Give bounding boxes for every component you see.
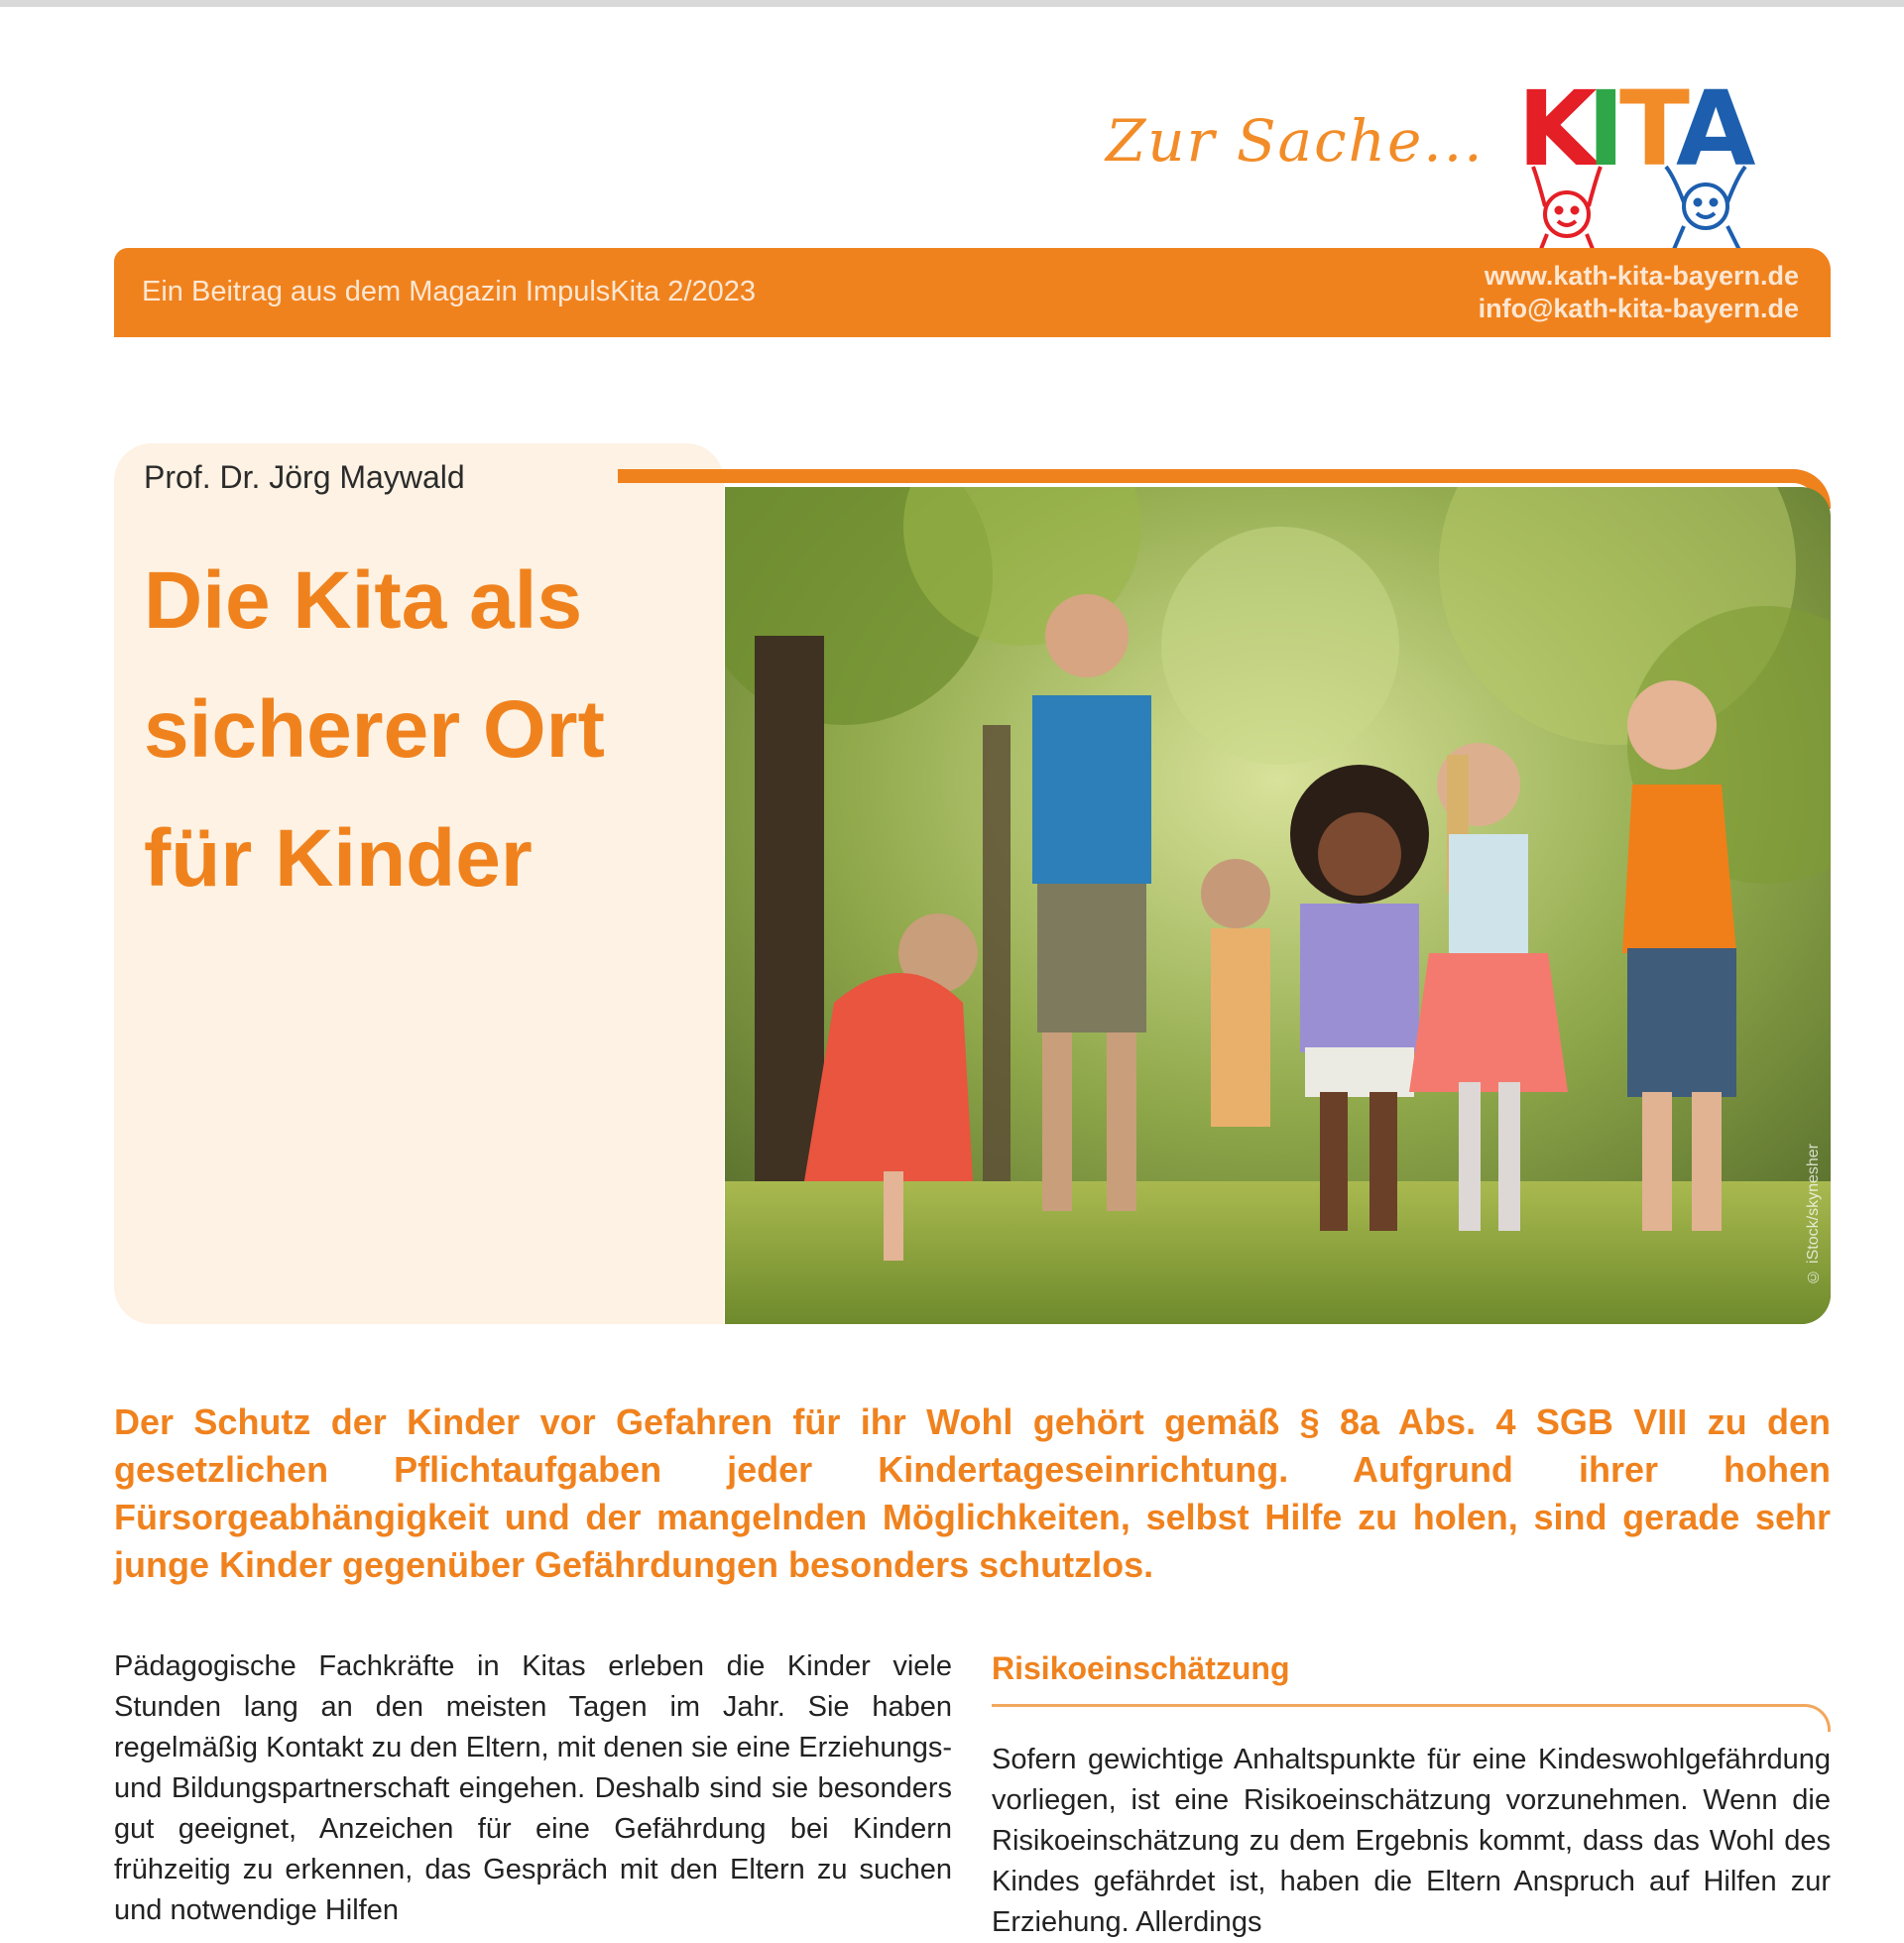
kita-logo-letter-i: I [1587, 68, 1625, 189]
body-column-right-text: Sofern gewichtige Anhaltspunkte für eine Kindeswohlgefährdung vorliegen, ist eine Risikoeinschätzung vorzunehmen. Wenn die Risikoeinschätzung zu dem Ergebnis kommt, dass das Wohl des Kindes gefährdet ist, haben die Eltern Anspruch auf Hilfen zur Erziehung. Allerdings [992, 1744, 1831, 1938]
top-rule [0, 0, 1904, 7]
body-column-left: Pädagogische Fachkräfte in Kitas erleben die Kinder viele Stunden lang an den meisten Tagen im Jahr. Sie haben regelmäßig Kontakt zu den Eltern, mit denen sie eine Erziehungs- und Bildungspartnerschaft eingehen. Deshalb sind sie besonders gut geeignet, Anzeichen für eine Gefährdung bei Kindern frühzeitig zu erkennen, das Gespräch mit den Eltern zu suchen und notwendige Hilfen [114, 1650, 952, 1926]
section-title-risk: Risikoeinschätzung [992, 1650, 1290, 1686]
kita-logo-letter-k: K [1517, 68, 1598, 189]
hero-photo [725, 487, 1831, 1324]
title-line-1: Die Kita als [144, 555, 583, 646]
email-link[interactable]: info@kath-kita-bayern.de [1478, 294, 1799, 323]
section-rule [992, 1704, 1831, 1732]
lead-paragraph: Der Schutz der Kinder vor Gefahren für ihr Wohl gehört gemäß § 8a Abs. 4 SGB VIII zu den gesetzlichen Pflichtaufgaben jeder Kindertageseinrichtung. Aufgrund ihrer hohen Fürsorgeabhängigkeit und der mangelnden Möglichkeiten, selbst Hilfe zu holen, sind gerade sehr junge Kinder gegenüber Gefährdungen besonders schutzlos. [114, 1401, 1831, 1585]
kita-logo [1517, 67, 1755, 256]
title-line-3: für Kinder [144, 813, 533, 904]
website-link[interactable]: www.kath-kita-bayern.de [1484, 261, 1799, 291]
author-name: Prof. Dr. Jörg Maywald [144, 459, 465, 495]
tagline: Zur Sache... [1106, 107, 1485, 175]
header-contact [1479, 260, 1799, 325]
header-source: Ein Beitrag aus dem Magazin ImpulsKita 2/2023 [142, 276, 757, 307]
photo-credit: © iStock/skynesher [1805, 1143, 1822, 1284]
title-box [114, 443, 724, 1324]
title-line-2: sicherer Ort [144, 684, 605, 775]
kita-logo-letter-t: T [1619, 68, 1690, 189]
header-bar [114, 248, 1831, 337]
body-column-right [992, 1646, 1831, 1943]
kita-logo-letter-a: A [1676, 68, 1755, 189]
hero-panel [114, 443, 1831, 1324]
